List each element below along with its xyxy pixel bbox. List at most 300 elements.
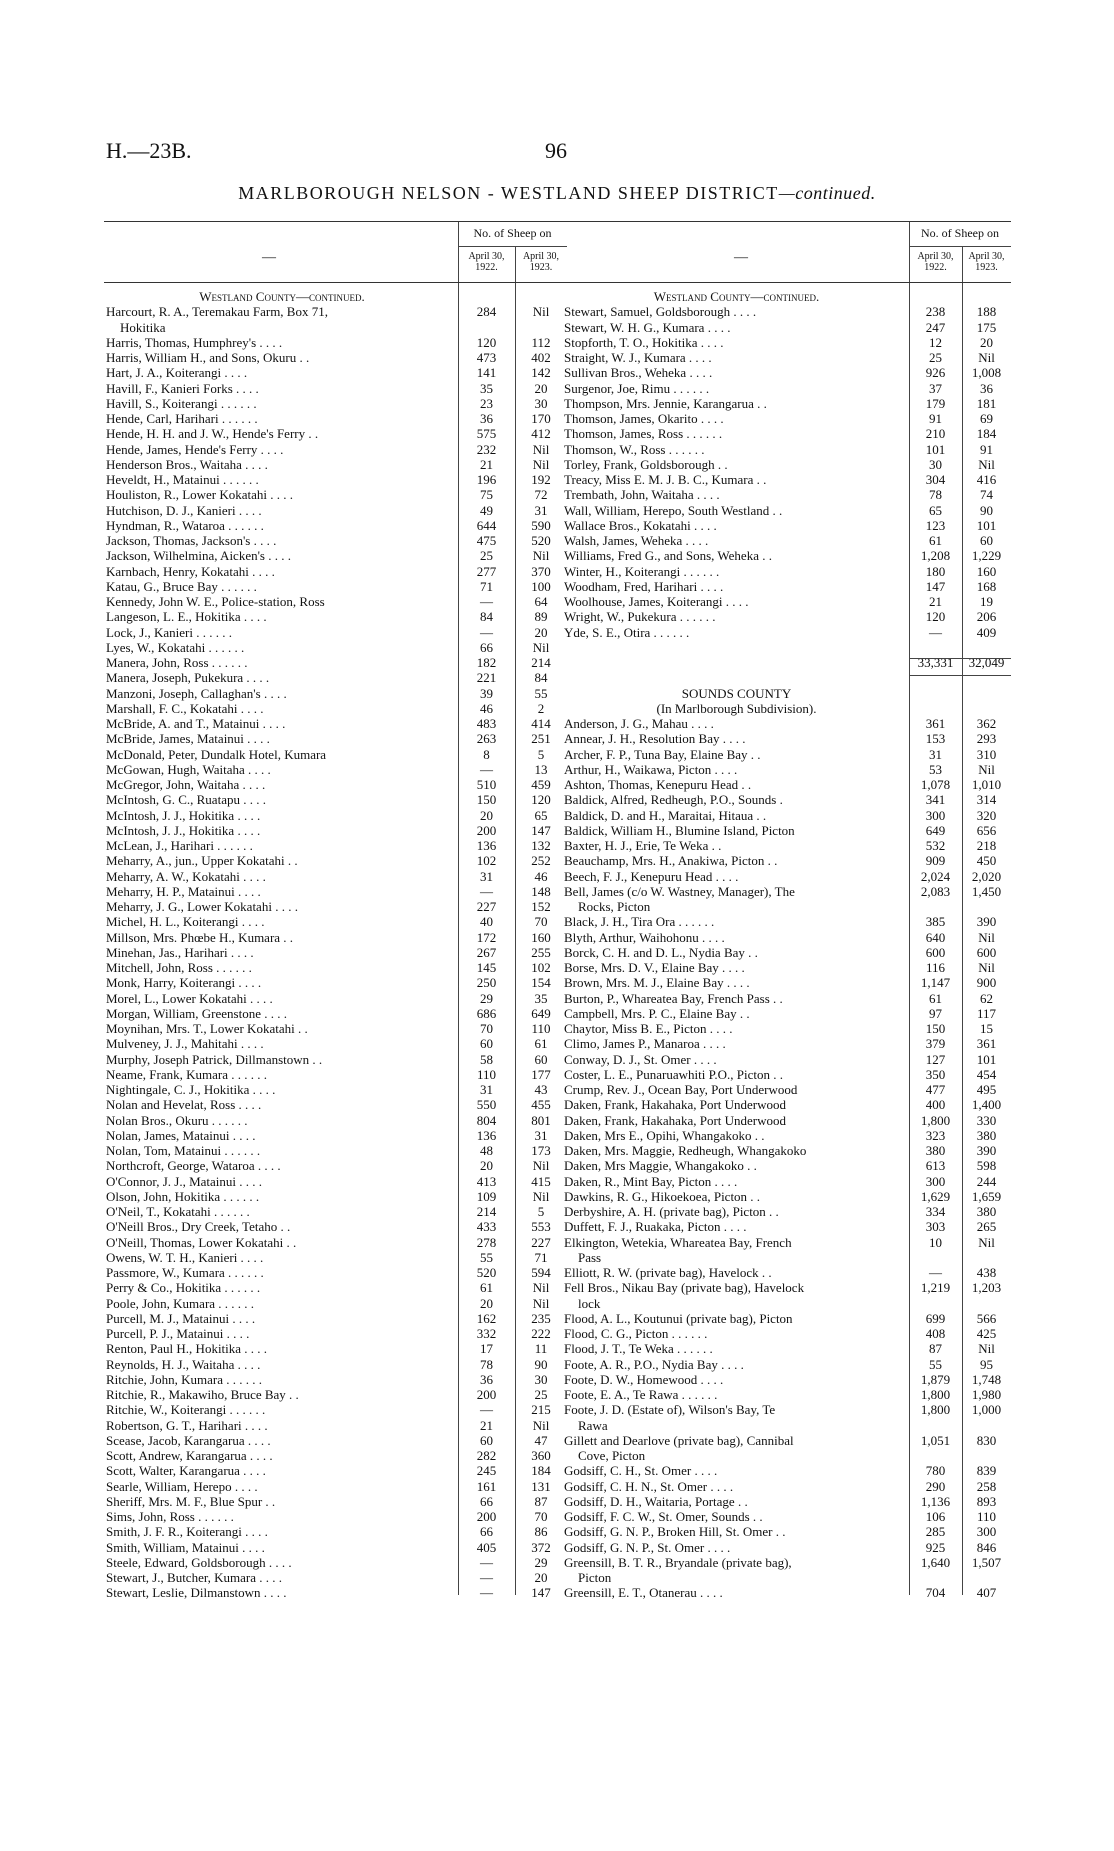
entry-name: Baldick, D. and H., Maraitai, Hitaua . . <box>564 807 767 823</box>
left-table-row <box>104 503 567 518</box>
sheep-1922: 31 <box>929 746 942 762</box>
sheep-1922: 300 <box>925 1173 946 1189</box>
right-total-rule-top <box>909 658 1011 659</box>
left-table-row <box>104 320 567 335</box>
sheep-1923: 62 <box>980 990 993 1006</box>
right-table-row <box>562 1372 1011 1387</box>
sheep-1922: 1,147 <box>920 975 951 991</box>
sheep-1923: 206 <box>976 609 997 625</box>
sheep-1922 <box>909 640 962 655</box>
sheep-1923: 1,008 <box>971 365 1002 381</box>
right-col-rule-2 <box>962 283 963 1595</box>
left-table-row <box>104 945 567 960</box>
entry-name <box>562 640 909 655</box>
right-header-rule-h <box>909 246 1011 247</box>
left-table-row <box>104 548 567 563</box>
sheep-1922: 649 <box>925 822 946 838</box>
right-table-row <box>562 1570 1011 1585</box>
right-table-row <box>562 975 1011 990</box>
sheep-1923: 893 <box>976 1493 997 1509</box>
entry-name: Straight, W. J., Kumara . . . . <box>564 350 712 365</box>
sheep-1922: 116 <box>925 960 946 975</box>
sheep-1923: 74 <box>980 487 993 503</box>
left-table-row <box>104 1113 567 1128</box>
sheep-1923: 65 <box>534 807 548 823</box>
left-table-row <box>104 914 567 929</box>
entry-name: Greensill, B. T. R., Bryandale (private bag), <box>564 1554 792 1570</box>
sheep-1922: 141 <box>476 365 497 381</box>
entry-name: Thompson, Mrs. Jennie, Karangarua . . <box>564 395 767 411</box>
sheep-1923: 35 <box>534 990 548 1006</box>
entry-name: Karnbach, Henry, Kokatahi . . . . <box>106 563 275 579</box>
sheep-1922: 510 <box>476 777 497 792</box>
sheep-1922: 210 <box>925 426 946 442</box>
sheep-1923: Nil <box>532 639 550 655</box>
sheep-1923: 132 <box>531 838 551 853</box>
left-table-header <box>104 221 567 283</box>
entry-name: Bell, James (c/o W. Wastney, Manager), The <box>564 883 795 899</box>
left-table-row <box>104 701 567 716</box>
right-table-row <box>562 1311 1011 1326</box>
sheep-1922: 75 <box>480 487 493 503</box>
sheep-1922: 200 <box>476 822 497 838</box>
left-table-row <box>104 1585 567 1600</box>
sheep-1922 <box>909 289 962 304</box>
left-table-row <box>104 1296 567 1311</box>
sheep-1922: 473 <box>476 350 497 365</box>
sheep-1923: 235 <box>531 1310 551 1326</box>
sheep-1923 <box>962 289 1011 304</box>
right-table-row <box>562 1509 1011 1524</box>
right-table-row <box>562 1219 1011 1234</box>
right-table-row <box>562 304 1011 319</box>
right-table-row <box>562 411 1011 426</box>
entry-name: Yde, S. E., Otira . . . . . . <box>564 624 690 640</box>
sheep-1922: 21 <box>929 594 942 609</box>
sheep-1923: 72 <box>534 487 548 503</box>
entry-name: Monk, Harry, Koiterangi . . . . <box>106 975 262 991</box>
left-header-col1-line2: 1922. <box>475 262 498 273</box>
sheep-1922: 136 <box>476 838 497 853</box>
sheep-1922: 925 <box>925 1539 946 1555</box>
sheep-1923 <box>962 640 1011 655</box>
entry-name: Ritchie, W., Koiterangi . . . . . . <box>106 1402 266 1418</box>
sheep-1922: 12 <box>929 334 942 350</box>
left-table-row <box>104 670 567 685</box>
sheep-1923: 409 <box>976 624 997 640</box>
left-table-row <box>104 991 567 1006</box>
sheep-1923: 36 <box>980 380 993 396</box>
sheep-1923: 566 <box>976 1310 997 1326</box>
entry-name: Murphy, Joseph Patrick, Dillmanstown . . <box>106 1051 323 1067</box>
entry-name: Fell Bros., Nikau Bay (private bag), Havelock <box>564 1280 805 1296</box>
entry-name: Borck, C. H. and D. L., Nydia Bay . . <box>564 944 758 960</box>
sheep-1922: 66 <box>480 639 493 655</box>
entry-name: Harris, William H., and Sons, Okuru . . <box>106 350 310 365</box>
sheep-1923: 656 <box>976 822 997 838</box>
left-table <box>104 221 567 1601</box>
sheep-1923: 251 <box>531 731 551 747</box>
entry-name: Baldick, William H., Blumine Island, Picton <box>564 822 795 838</box>
sheep-1922: 1,629 <box>920 1188 951 1204</box>
left-table-row <box>104 1143 567 1158</box>
sheep-1923: 20 <box>534 1570 548 1585</box>
sheep-1923: 2 <box>537 700 545 716</box>
sheep-1923: 222 <box>531 1326 551 1341</box>
sheep-1923 <box>962 1448 1011 1463</box>
sheep-1922: 644 <box>476 517 497 533</box>
sheep-1923 <box>962 670 1011 685</box>
sheep-1922: 1,800 <box>920 1387 951 1402</box>
sheep-1922: 147 <box>925 578 946 594</box>
entry-name: McDonald, Peter, Dundalk Hotel, Kumara <box>106 746 327 762</box>
right-table-row <box>562 320 1011 335</box>
entry-name: Michel, H. L., Koiterangi . . . . <box>106 914 265 930</box>
sheep-1922 <box>458 289 515 304</box>
sheep-1922: 55 <box>929 1356 942 1372</box>
entry-name: Hutchison, D. J., Kanieri . . . . <box>106 502 262 518</box>
left-table-row <box>104 930 567 945</box>
left-table-row <box>104 1555 567 1570</box>
left-table-row <box>104 1402 567 1417</box>
page-title-main: MARLBOROUGH NELSON - WESTLAND SHEEP DISTRICT <box>238 183 779 203</box>
sheep-1922: 704 <box>925 1585 946 1601</box>
entry-name: Surgenor, Joe, Rimu . . . . . . <box>564 380 710 396</box>
entry-name: Daken, Mrs. Maggie, Redheugh, Whangakoko <box>564 1143 807 1158</box>
sheep-1923: 1,400 <box>971 1097 1002 1113</box>
sheep-1923: 61 <box>534 1036 548 1052</box>
right-table-row <box>562 869 1011 884</box>
entry-name: McIntosh, J. J., Hokitika . . . . <box>106 807 261 823</box>
sheep-1923: 25 <box>534 1387 548 1402</box>
left-table-row <box>104 777 567 792</box>
sheep-1923: 830 <box>976 1432 997 1448</box>
sheep-1922: 31 <box>480 1082 493 1097</box>
sheep-1922: 161 <box>476 1478 497 1494</box>
sheep-1922: 408 <box>925 1326 946 1341</box>
sheep-1922: — <box>929 624 942 640</box>
left-table-row <box>104 426 567 441</box>
right-table-row <box>562 914 1011 929</box>
sheep-1923: 801 <box>531 1112 551 1128</box>
left-table-row <box>104 960 567 975</box>
left-table-row <box>104 335 567 350</box>
sheep-1922: 575 <box>476 426 497 442</box>
entry-name: Nolan, James, Matainui . . . . <box>106 1127 256 1143</box>
entry-name: Purcell, M. J., Matainui . . . . <box>106 1310 256 1326</box>
sheep-1922: 909 <box>925 853 946 869</box>
right-table-row <box>562 503 1011 518</box>
entry-name: Godsiff, C. H., St. Omer . . . . <box>564 1463 718 1479</box>
sheep-1922: 232 <box>476 441 497 457</box>
entry-name: O'Connor, J. J., Matainui . . . . <box>106 1173 263 1189</box>
left-table-row <box>104 625 567 640</box>
entry-name: Thomson, James, Ross . . . . . . <box>564 426 723 442</box>
sheep-1923: 70 <box>534 914 548 930</box>
sheep-1923: 362 <box>976 716 997 731</box>
left-header-col2-line2: 1923. <box>529 262 553 273</box>
entry-name: Ritchie, John, Kumara . . . . . . <box>106 1371 262 1387</box>
entry-name: Flood, A. L., Koutunui (private bag), Picton <box>564 1310 793 1326</box>
entry-name: Dawkins, R. G., Hikoekoea, Picton . . <box>564 1188 761 1204</box>
right-table-row <box>562 1433 1011 1448</box>
sheep-1922: 290 <box>925 1478 946 1494</box>
sheep-1923: 590 <box>531 517 551 533</box>
entry-name: Wall, William, Herepo, South Westland . . <box>564 502 783 518</box>
entry-name: Houliston, R., Lower Kokatahi . . . . <box>106 487 294 503</box>
entry-name: Searle, William, Herepo . . . . <box>106 1478 258 1494</box>
sheep-1922: 23 <box>480 395 493 411</box>
sheep-1923: 147 <box>531 1585 551 1601</box>
sheep-1923: 43 <box>534 1082 548 1097</box>
sheep-1922: 39 <box>480 685 493 701</box>
sheep-1923: 110 <box>976 1509 997 1524</box>
sheep-1922: 200 <box>476 1387 497 1402</box>
left-table-row <box>104 1341 567 1356</box>
right-table-row <box>562 579 1011 594</box>
sheep-1922: 2,024 <box>920 868 951 884</box>
right-header-rule-1 <box>909 222 910 282</box>
entry-name: Daken, R., Mint Bay, Picton . . . . <box>564 1173 738 1189</box>
sheep-1923: 1,450 <box>971 883 1002 899</box>
entry-name: Elkington, Wetekia, Whareatea Bay, French <box>564 1234 792 1250</box>
entry-name: McIntosh, J. J., Hokitika . . . . <box>106 822 261 838</box>
right-table-row <box>562 1555 1011 1570</box>
entry-name: Flood, C. G., Picton . . . . . . <box>564 1326 708 1341</box>
sheep-1923: 5 <box>537 1204 545 1219</box>
entry-name: Katau, G., Bruce Bay . . . . . . <box>106 578 257 594</box>
sheep-1923: 314 <box>976 792 997 808</box>
sheep-1922: 145 <box>476 960 497 975</box>
sheep-1923: 87 <box>534 1493 548 1509</box>
entry-name: Hende, Carl, Harihari . . . . . . <box>106 411 258 426</box>
sheep-1923: 1,229 <box>971 548 1002 564</box>
sheep-1922: 150 <box>925 1021 946 1036</box>
right-table-row <box>562 1067 1011 1082</box>
right-table-row <box>562 1585 1011 1600</box>
sheep-1922: 699 <box>925 1310 946 1326</box>
sheep-1922: 120 <box>476 334 497 350</box>
entry-name: McBride, A. and T., Matainui . . . . <box>106 716 286 731</box>
sheep-1922: 284 <box>476 304 497 320</box>
left-table-row <box>104 808 567 823</box>
sheep-1923: 402 <box>531 350 551 365</box>
left-table-row <box>104 747 567 762</box>
right-header-col2-line1: April 30, <box>968 251 1005 262</box>
entry-name: Marshall, F. C., Kokatahi . . . . <box>106 700 264 716</box>
sheep-1923: Nil <box>532 1295 550 1311</box>
sheep-1922: 60 <box>480 1036 493 1052</box>
sheep-1923: 181 <box>976 395 997 411</box>
sheep-1922: 20 <box>480 1295 493 1311</box>
sheep-1923: 120 <box>531 792 551 808</box>
sheep-1922: 804 <box>476 1112 497 1128</box>
sheep-1923: 598 <box>976 1158 997 1174</box>
entry-name: Mitchell, John, Ross . . . . . . <box>106 960 252 975</box>
entry-name: Purcell, P. J., Matainui . . . . <box>106 1326 250 1341</box>
entry-name: Manera, John, Ross . . . . . . <box>106 655 248 670</box>
right-col-rule-1 <box>909 283 910 1595</box>
entry-name: Daken, Frank, Hakahaka, Port Underwood <box>564 1097 787 1113</box>
sheep-1923: 173 <box>531 1143 551 1158</box>
sheep-1922 <box>909 1418 962 1433</box>
left-table-row <box>104 457 567 472</box>
sheep-1923: 258 <box>976 1478 997 1494</box>
entry-name: Foote, J. D. (Estate of), Wilson's Bay, Te <box>564 1402 776 1418</box>
entry-name: Moynihan, Mrs. T., Lower Kokatahi . . <box>106 1021 308 1036</box>
entry-name: Black, J. H., Tira Ora . . . . . . <box>564 914 715 930</box>
entry-name: Poole, John, Kumara . . . . . . <box>106 1295 255 1311</box>
entry-name: McGregor, John, Waitaha . . . . <box>106 777 266 792</box>
sheep-1923: 293 <box>976 731 997 747</box>
entry-name <box>562 670 909 685</box>
sheep-1922: 55 <box>480 1249 493 1265</box>
sheep-1922: 65 <box>929 502 942 518</box>
entry-name: Nolan Bros., Okuru . . . . . . <box>106 1112 248 1128</box>
entry-name: McGowan, Hugh, Waitaha . . . . <box>106 761 271 777</box>
left-table-row <box>104 1357 567 1372</box>
sheep-1923 <box>962 701 1011 716</box>
sheep-1923: Nil <box>532 1188 550 1204</box>
entry-name: Elliott, R. W. (private bag), Havelock . . <box>564 1265 772 1280</box>
entry-name: O'Neill, Thomas, Lower Kokatahi . . <box>106 1234 297 1250</box>
entry-name: Archer, F. P., Tuna Bay, Elaine Bay . . <box>564 746 761 762</box>
sheep-1923: Nil <box>978 929 995 945</box>
entry-name: Blyth, Arthur, Waihohonu . . . . <box>564 929 725 945</box>
sheep-1923: Nil <box>978 456 995 472</box>
left-table-row <box>104 1204 567 1219</box>
sheep-1923: 360 <box>531 1448 551 1463</box>
entry-name: Godsiff, F. C. W., St. Omer, Sounds . . <box>564 1509 763 1524</box>
left-table-row <box>104 1570 567 1585</box>
left-table-row <box>104 1174 567 1189</box>
sheep-1923: 649 <box>531 1005 551 1021</box>
sheep-1922: 33,331 <box>917 655 954 670</box>
sheep-1923: 455 <box>531 1097 551 1113</box>
sheep-1923: 600 <box>976 944 997 960</box>
entry-name: Foote, A. R., P.O., Nydia Bay . . . . <box>564 1356 744 1372</box>
left-table-row <box>104 640 567 655</box>
sheep-1922: — <box>480 1554 493 1570</box>
sheep-1922: 1,219 <box>920 1280 951 1296</box>
sheep-1923: 255 <box>531 944 551 960</box>
sheep-1923: Nil <box>978 960 995 975</box>
entry-name: McLean, J., Harihari . . . . . . <box>106 838 253 853</box>
sheep-1923: 459 <box>531 777 551 792</box>
entry-name <box>562 655 909 670</box>
sheep-1923 <box>962 1418 1011 1433</box>
right-header-col2-line2: 1923. <box>975 262 998 273</box>
sheep-1923: 454 <box>976 1066 997 1082</box>
right-table-row <box>562 1463 1011 1478</box>
left-table-row <box>104 655 567 670</box>
sheep-1922: 21 <box>480 1417 493 1433</box>
sheep-1923: 154 <box>531 975 551 991</box>
entry-name: Havill, S., Koiterangi . . . . . . <box>106 395 257 411</box>
entry-name: Manera, Joseph, Pukekura . . . . <box>106 670 270 686</box>
entry-name: Trembath, John, Waitaha . . . . <box>564 487 720 503</box>
left-table-row <box>104 1433 567 1448</box>
sheep-1922: 123 <box>925 517 946 533</box>
left-header-col2-line1: April 30, <box>522 251 560 262</box>
right-table-row <box>562 808 1011 823</box>
entry-name: Cove, Picton <box>578 1448 646 1463</box>
sheep-1922: 49 <box>480 502 493 518</box>
sheep-1923: 188 <box>976 304 997 320</box>
left-table-row <box>104 1372 567 1387</box>
right-table-row <box>562 335 1011 350</box>
entry-name: Meharry, A., jun., Upper Kokatahi . . <box>106 853 298 869</box>
right-table-row <box>562 777 1011 792</box>
entry-name: Robertson, G. T., Harihari . . . . <box>106 1417 268 1433</box>
sheep-1923: 32,049 <box>968 655 1005 670</box>
sheep-1923: 2,020 <box>971 868 1002 884</box>
sheep-1923: 425 <box>976 1326 997 1341</box>
right-table-row <box>562 899 1011 914</box>
entry-name: Stewart, J., Butcher, Kumara . . . . <box>106 1570 283 1585</box>
sheep-1922: 550 <box>476 1097 497 1113</box>
right-table-row <box>562 457 1011 472</box>
right-table-row <box>562 1402 1011 1417</box>
entry-name: Renton, Paul H., Hokitika . . . . <box>106 1341 268 1357</box>
left-table-row <box>104 1524 567 1539</box>
document-code: H.—23B. <box>106 138 192 163</box>
right-table-row <box>562 1036 1011 1051</box>
sheep-1922: 1,208 <box>920 548 951 564</box>
sheep-1922: 300 <box>925 807 946 823</box>
sheep-1922: 1,800 <box>920 1112 951 1128</box>
sheep-1923: 20 <box>534 624 548 640</box>
sheep-1922: 71 <box>480 578 493 594</box>
sheep-1923: 90 <box>980 502 993 518</box>
sheep-1922: 278 <box>476 1234 497 1250</box>
sheep-1922: 379 <box>925 1036 946 1052</box>
entry-name: Ritchie, R., Makawiho, Bruce Bay . . <box>106 1387 299 1402</box>
sheep-1923: Nil <box>532 304 550 320</box>
sheep-1923: 380 <box>976 1127 997 1143</box>
sheep-1922: 214 <box>476 1204 497 1219</box>
right-table-row <box>562 426 1011 441</box>
page-number: 96 <box>545 138 567 163</box>
sheep-1922: 136 <box>476 1127 497 1143</box>
left-table-row <box>104 533 567 548</box>
right-table-row <box>562 1158 1011 1173</box>
left-table-row <box>104 838 567 853</box>
sheep-1923: 300 <box>976 1524 997 1540</box>
left-table-row <box>104 396 567 411</box>
entry-name: Owens, W. T. H., Kanieri . . . . <box>106 1249 264 1265</box>
right-table-row <box>562 1265 1011 1280</box>
sheep-1922: 20 <box>480 807 493 823</box>
sheep-1923: 839 <box>976 1463 997 1479</box>
sheep-1923: 31 <box>534 502 548 518</box>
sheep-1923 <box>962 1250 1011 1265</box>
right-table-row <box>562 686 1011 701</box>
entry-name: Godsiff, C. H. N., St. Omer . . . . <box>564 1478 734 1494</box>
sheep-1922: 196 <box>476 472 497 487</box>
sheep-1922: 475 <box>476 533 497 548</box>
entry-name: Morgan, William, Greenstone . . . . <box>106 1005 287 1021</box>
right-table-row <box>562 609 1011 624</box>
right-header-col2 <box>962 251 1011 273</box>
entry-name: Hart, J. A., Koiterangi . . . . <box>106 365 248 381</box>
sheep-1923: 110 <box>531 1021 551 1036</box>
sheep-1923: 148 <box>531 883 551 899</box>
sheep-1922: 532 <box>925 838 946 853</box>
sheep-1922 <box>909 701 962 716</box>
left-table-row <box>104 792 567 807</box>
left-table-row <box>104 1479 567 1494</box>
